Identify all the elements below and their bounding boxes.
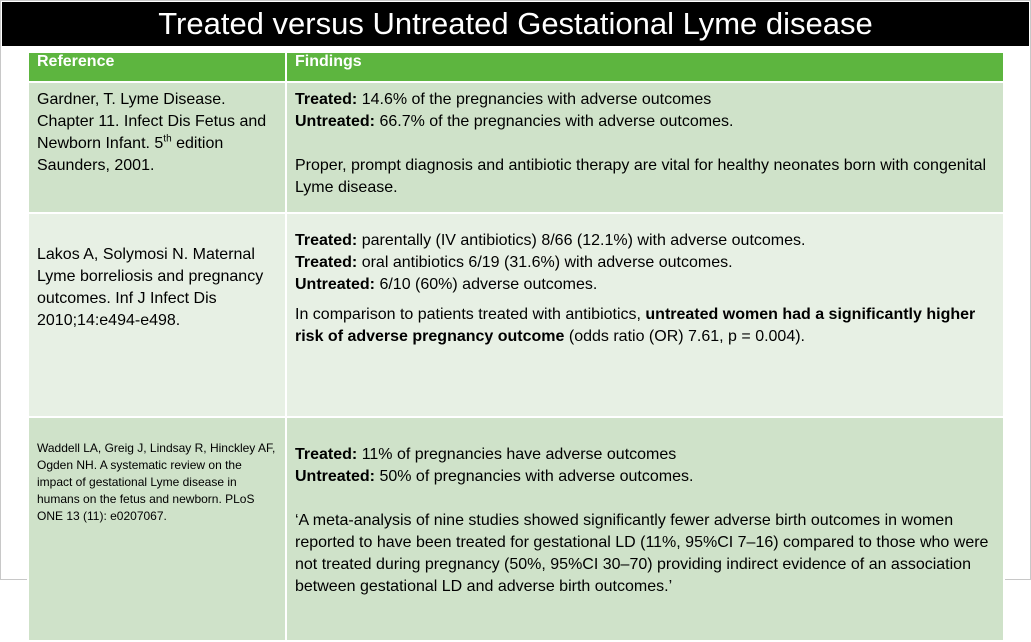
findings-cell xyxy=(286,82,1004,213)
reference-cell xyxy=(28,82,286,213)
untreated-line xyxy=(295,466,995,488)
untreated-label: Untreated: xyxy=(295,113,376,130)
reference-text: Lakos A, Solymosi N. Maternal Lyme borreliosis and pregnancy outcomes. Inf J Infect Dis 2010;14:e494-e498. xyxy=(37,246,264,329)
table-row xyxy=(28,213,1004,417)
findings-cell xyxy=(286,213,1004,417)
untreated-text: 6/10 (60%) adverse outcomes. xyxy=(375,276,598,293)
note-bold: untreated women had a significantly higher risk of adverse pregnancy outcome xyxy=(295,306,976,345)
findings-table xyxy=(27,51,1005,642)
untreated-line xyxy=(295,274,995,296)
findings-cell xyxy=(286,417,1004,641)
reference-cell xyxy=(28,213,286,417)
finding-note xyxy=(295,304,995,348)
treated-label: Treated: xyxy=(295,446,358,463)
reference-superscript: th xyxy=(163,133,172,145)
header-findings: Findings xyxy=(286,52,1004,82)
note-post: (odds ratio (OR) 7.61, p = 0.004). xyxy=(564,328,805,345)
treated-line xyxy=(295,252,995,274)
treated-text: 14.6% of the pregnancies with adverse outcomes xyxy=(357,91,712,108)
note-pre: In comparison to patients treated with antibiotics, xyxy=(295,306,646,323)
untreated-line xyxy=(295,111,995,133)
header-reference: Reference xyxy=(28,52,286,82)
table-row xyxy=(28,82,1004,213)
treated-label: Treated: xyxy=(295,232,358,249)
untreated-label: Untreated: xyxy=(295,276,376,293)
treated-label: Treated: xyxy=(295,91,358,108)
treated-line xyxy=(295,444,995,466)
reference-text: Gardner, T. Lyme Disease. Chapter 11. Infect Dis Fetus and Newborn Infant. 5 xyxy=(37,91,267,152)
reference-text: Waddell LA, Greig J, Lindsay R, Hinckley AF, Ogden NH. A systematic review on the impact of gestational Lyme disease in humans on the fetus and newborn. PLoS ONE 13 (11): e0207067. xyxy=(37,441,276,523)
untreated-text: 50% of pregnancies with adverse outcomes. xyxy=(375,468,694,485)
treated-line xyxy=(295,230,995,252)
reference-tail: edition Saunders, 2001. xyxy=(37,135,224,174)
untreated-text: 66.7% of the pregnancies with adverse outcomes. xyxy=(375,113,734,130)
slide-title-text: Treated versus Untreated Gestational Lyme disease xyxy=(158,6,873,41)
treated-text: oral antibiotics 6/19 (31.6%) with adverse outcomes. xyxy=(357,254,733,271)
treated-text: parentally (IV antibiotics) 8/66 (12.1%) with adverse outcomes. xyxy=(357,232,806,249)
slide-title xyxy=(2,2,1029,46)
treated-line xyxy=(295,89,995,111)
reference-cell xyxy=(28,417,286,641)
table-row xyxy=(28,417,1004,641)
finding-note: ‘A meta-analysis of nine studies showed significantly fewer adverse birth outcomes in women reported to have been treated for gestational LD (11%, 95%CI 7–16) compared to those who were not treated during pregnancy (50%, 95%CI 30–70) providing indirect evidence of an association between gestational LD and adverse birth outcomes.’ xyxy=(295,512,989,595)
untreated-label: Untreated: xyxy=(295,468,376,485)
treated-text: 11% of pregnancies have adverse outcomes xyxy=(357,446,677,463)
table-header-row xyxy=(28,52,1004,82)
finding-note: Proper, prompt diagnosis and antibiotic therapy are vital for healthy neonates born with congenital Lyme disease. xyxy=(295,157,987,196)
treated-label: Treated: xyxy=(295,254,358,271)
